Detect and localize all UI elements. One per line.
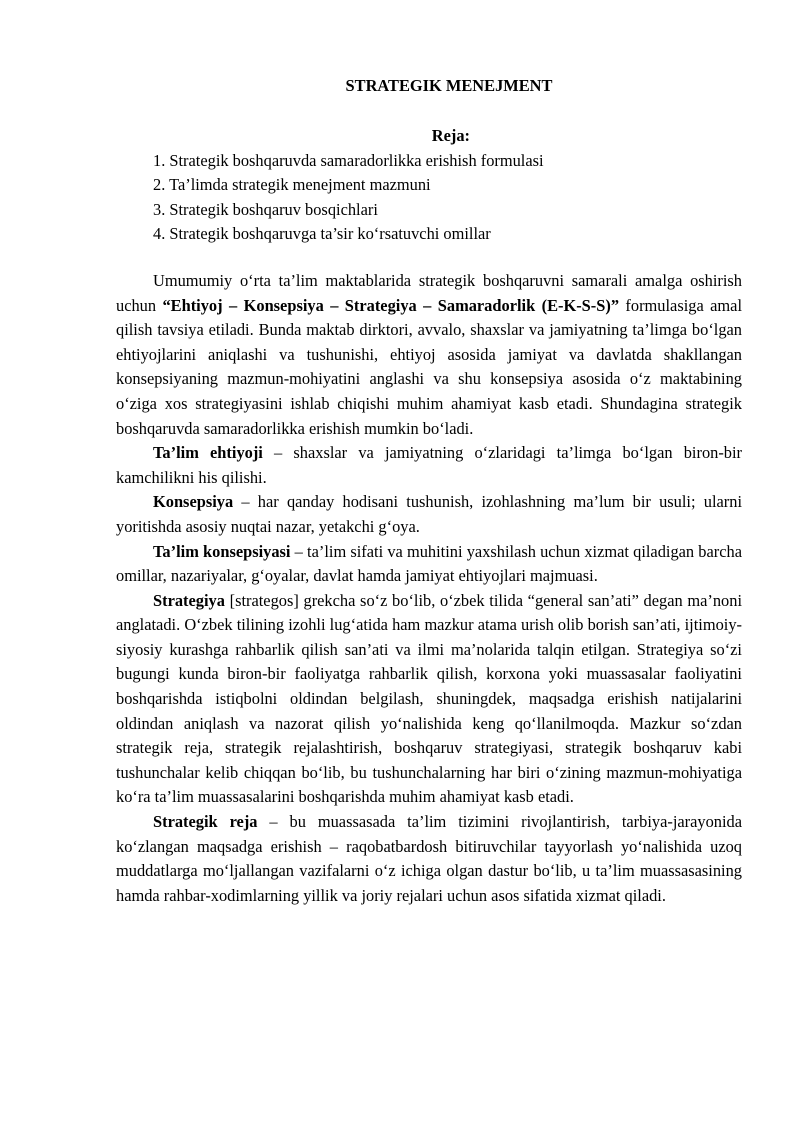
definition-term: Konsepsiya [153,492,234,512]
definition-term: Strategiya [153,590,225,610]
intro-text-start: Umumumiy o‘rta ta’lim maktablarida strategik boshqaruvni samarali amalga oshirish uchun [116,270,742,315]
definition-text: – har qanday hodisani tushunish, izohlashning ma’lum bir usuli; ularni yoritishda asosiy nuqtai nazar, yetakchi g‘oya. [116,492,742,536]
plan-list [116,149,742,247]
intro-text-end: formulasiga amal qilish tavsiya etiladi. Bunda maktab dirktori, avvalo, shaxslar va jamiyatning ta’limga bo‘lgan ehtiyojlarini aniqlashi va tushunishi, ehtiyoj asosida jamiyat va davlatda shakllangan konsepsiyaning mazmun-mohiyatini anglashi va shu konsepsiya asosida o‘z maktabining o‘ziga xos strategiyasini ishlab chiqishi muhim ahamiyat kasb etadi. Shundagina strategik boshqaruvda samaradorlikka erishish mumkin bo‘ladi. [116,295,742,438]
definition-text: – shaxslar va jamiyatning o‘zlaridagi ta’limga bo‘lgan biron-bir kamchilikni his qilishi. [116,443,742,487]
definition-term: Ta’lim konsepsiyasi [153,541,291,561]
definition-term: Strategik reja [153,812,258,832]
plan-item: 2. Ta’limda strategik menejment mazmuni [153,175,431,195]
document-title: STRATEGIK MENEJMENT [345,76,553,95]
definition-text: – bu muassasada ta’lim tizimini rivojlantirish, tarbiya-jarayonida ko‘zlangan maqsadga erishish – raqobatbardosh bitiruvchilar tayyorlash yo‘nalishida uzoq muddatlarga mo‘ljallangan vazifalarni o‘z ichiga olgan dastur bo‘lib, u ta’lim muassasasining hamda rahbar-xodimlarning yillik va joriy rejalari uchun asos sifatida xizmat qiladi. [116,812,742,905]
document-page [116,74,742,908]
definition-paragraph [116,810,742,908]
plan-item: 1. Strategik boshqaruvda samaradorlikka erishish formulasi [153,150,544,170]
plan-item: 4. Strategik boshqaruvga ta’sir ko‘rsatuvchi omillar [153,224,491,244]
definition-paragraph [116,441,742,490]
plan-heading: Reja: [431,126,470,145]
section-spacer [116,247,742,269]
definition-text: – ta’lim sifati va muhitini yaxshilash uchun xizmat qiladigan barcha omillar, nazariyalar, g‘oyalar, davlat hamda jamiyat ehtiyojlari majmuasi. [116,541,742,586]
plan-item: 3. Strategik boshqaruv bosqichlari [153,199,378,219]
definition-paragraph [116,540,742,589]
intro-paragraph [116,269,742,441]
definition-term: Ta’lim ehtiyoji [153,443,263,463]
formula-bold: “Ehtiyoj – Konsepsiya – Strategiya – Samaradorlik (E-K-S-S)” [162,295,620,315]
definition-paragraph [116,490,742,539]
definition-paragraph [116,589,742,810]
definition-text: [strategos] grekcha so‘z bo‘lib, o‘zbek tilida “general san’ati” degan ma’noni anglatadi. O‘zbek tilining izohli lug‘atida ham mazkur atama urish olib borish san’ati, ijtimoiy-siyosiy kurashga rahbarlik qilish san’ati va ilmi ma’nolarida talqin etilgan. Strategiya so‘zi bugungi kunda biron-bir faoliyatga rahbarlik qilish, korxona yoki muassasalar faoliyatini boshqarishda istiqbolni oldindan belgilash, shuningdek, maqsadga erishish natijalarini oldindan aniqlash va nazorat qilish yo‘nalishida keng qo‘llanilmoqda. Mazkur so‘zdan strategik reja, strategik rejalashtirish, boshqaruv strategiyasi, strategik boshqaruv kabi tushunchalar kelib chiqqan bo‘lib, bu tushunchalarning har biri o‘zining mazmun-mohiyatiga ko‘ra ta’lim muassasalarini boshqarishda muhim ahamiyat kasb etadi. [116,590,742,807]
